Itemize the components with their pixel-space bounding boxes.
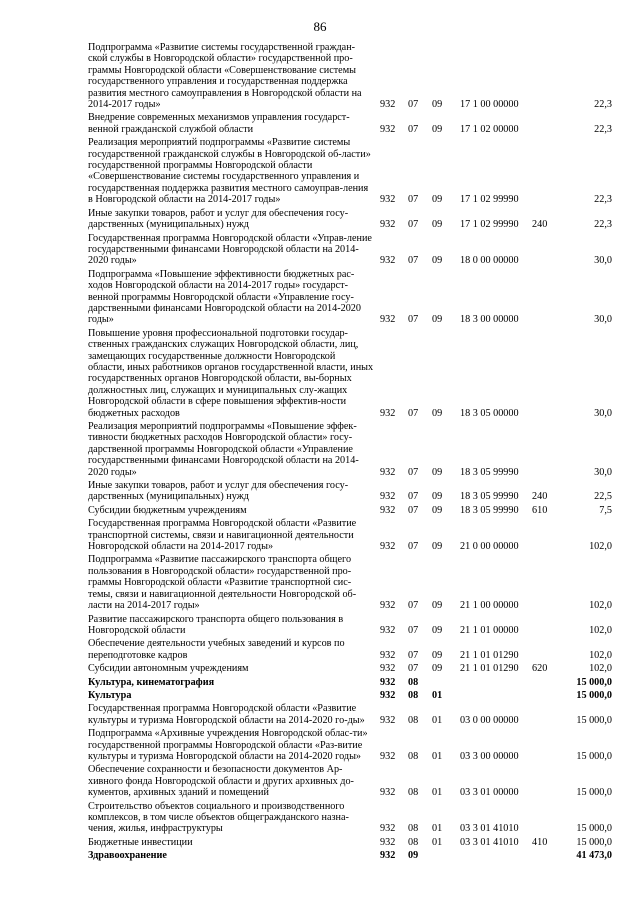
ministry-code-cell: 932 <box>380 787 396 799</box>
subsection-code-cell: 09 <box>432 663 443 675</box>
amount-cell: 15 000,0 <box>576 714 612 726</box>
section-code-cell: 08 <box>408 689 419 701</box>
expense-name-cell: Развитие пассажирского транспорта общего пользования в Новгородской области <box>88 613 344 636</box>
section-code-cell: 07 <box>408 123 419 135</box>
subsection-code-cell: 01 <box>432 750 443 762</box>
expense-name-cell: Здравоохранение <box>88 850 167 862</box>
section-code-cell: 08 <box>408 787 419 799</box>
expense-name-cell: Государственная программа Новгородской области «Управ-ление государственными финансами Новгородской области на 2014-2020 годы» <box>88 232 372 267</box>
ministry-code-cell: 932 <box>380 836 396 848</box>
subsection-code-cell: 09 <box>432 314 443 326</box>
section-code-cell: 07 <box>408 541 419 553</box>
expense-type-cell <box>532 554 558 613</box>
table-row <box>88 663 612 676</box>
target-article-cell: 03 0 00 00000 <box>460 714 519 726</box>
expense-name-cell: Подпрограмма «Развитие пассажирского транспорта общего пользования в Новгородской области» государственной про-граммы Новгородской области «Развитие транспортной сис-темы, связи и навигационной деятельности Новгородской об-ласти на 2014-2017 годы» <box>88 554 357 612</box>
table-row <box>88 269 612 328</box>
subsection-code-cell: 01 <box>432 714 443 726</box>
subsection-code-cell: 09 <box>432 219 443 231</box>
expense-type-cell: 240 <box>532 219 548 231</box>
ministry-code-cell: 932 <box>380 750 396 762</box>
section-code-cell: 07 <box>408 600 419 612</box>
expense-type-cell <box>532 614 558 639</box>
amount-cell: 30,0 <box>594 466 612 478</box>
amount-cell: 102,0 <box>589 600 612 612</box>
ministry-code-cell: 932 <box>380 541 396 553</box>
section-code-cell: 07 <box>408 491 419 503</box>
subsection-code-cell: 01 <box>432 787 443 799</box>
ministry-code-cell: 932 <box>380 219 396 231</box>
section-code-cell: 08 <box>408 823 419 835</box>
expense-type-cell <box>532 518 558 554</box>
expense-type-cell <box>532 677 558 690</box>
subsection-code-cell: 09 <box>432 407 443 419</box>
expense-name-cell: Субсидии автономным учреждениям <box>88 663 249 675</box>
table-row <box>88 518 612 554</box>
ministry-code-cell: 932 <box>380 194 396 206</box>
ministry-code-cell: 932 <box>380 504 396 516</box>
table-row <box>88 837 612 850</box>
subsection-code-cell: 09 <box>432 99 443 111</box>
expense-name-cell: Культура, кинематография <box>88 676 215 688</box>
target-article-cell: 18 3 05 99990 <box>460 504 519 516</box>
amount-cell: 30,0 <box>594 314 612 326</box>
table-row <box>88 421 612 480</box>
amount-cell: 102,0 <box>589 541 612 553</box>
table-row <box>88 233 612 269</box>
expense-type-cell <box>532 801 558 837</box>
amount-cell: 102,0 <box>589 624 612 636</box>
subsection-code-cell: 09 <box>432 624 443 636</box>
amount-cell: 7,5 <box>599 504 612 516</box>
target-article-cell: 18 0 00 00000 <box>460 255 519 267</box>
expense-type-cell <box>532 638 558 663</box>
expense-name-cell: Реализация мероприятий подпрограммы «Повышение эффек-тивности бюджетных расходов Новгородской области» госу-дарственной программы Новгородской области «Управление государственными финансами Новгородской области на 2014-2020 годы» <box>88 421 359 478</box>
expense-name-cell: Повышение уровня профессиональной подготовки государ-ственных гражданских служащих Новгородской области, лиц, замещающих государственные должности Новгородской области, иных работников органов государственной власти, иных государственных органов Новгородской области, вы-борных должностных лиц, служащих и муниципальных слу-жащих Новгородской области в сфере повышения эффектив-ности бюджетных расходов <box>88 327 374 419</box>
table-row <box>88 208 612 233</box>
budget-table-body <box>88 42 612 864</box>
amount-cell: 22,3 <box>594 123 612 135</box>
table-row <box>88 850 612 863</box>
expense-type-cell <box>532 421 558 480</box>
ministry-code-cell: 932 <box>380 850 396 862</box>
expense-type-cell <box>532 233 558 269</box>
subsection-code-cell: 01 <box>432 823 443 835</box>
table-row <box>88 480 612 505</box>
subsection-code-cell: 09 <box>432 600 443 612</box>
table-row <box>88 328 612 421</box>
section-code-cell: 07 <box>408 255 419 267</box>
ministry-code-cell: 932 <box>380 649 396 661</box>
table-row <box>88 801 612 837</box>
expense-name-cell: Иные закупки товаров, работ и услуг для обеспечения госу-дарственных (муниципальных) нужд <box>88 207 349 231</box>
section-code-cell: 07 <box>408 314 419 326</box>
section-code-cell: 07 <box>408 649 419 661</box>
amount-cell: 22,3 <box>594 99 612 111</box>
amount-cell: 30,0 <box>594 255 612 267</box>
amount-cell: 22,5 <box>594 491 612 503</box>
ministry-code-cell: 932 <box>380 624 396 636</box>
amount-cell: 15 000,0 <box>576 836 612 848</box>
target-article-cell: 18 3 05 00000 <box>460 407 519 419</box>
table-row <box>88 764 612 800</box>
subsection-code-cell: 01 <box>432 689 443 701</box>
section-code-cell: 08 <box>408 714 419 726</box>
expense-name-cell: Государственная программа Новгородской области «Развитие культуры и туризма Новгородской области на 2014-2020 го-ды» <box>88 703 365 726</box>
target-article-cell: 18 3 05 99990 <box>460 466 519 478</box>
section-code-cell: 08 <box>408 676 419 688</box>
expense-type-cell: 240 <box>532 491 548 503</box>
target-article-cell <box>460 677 532 690</box>
target-article-cell: 17 1 02 99990 <box>460 219 519 231</box>
section-code-cell: 07 <box>408 219 419 231</box>
expense-type-cell <box>532 850 558 863</box>
target-article-cell: 21 1 01 00000 <box>460 624 519 636</box>
section-code-cell: 07 <box>408 466 419 478</box>
expense-name-cell: Культура <box>88 689 132 701</box>
amount-cell: 41 473,0 <box>576 850 612 862</box>
section-code-cell: 07 <box>408 663 419 675</box>
table-row <box>88 137 612 207</box>
expense-type-cell <box>532 42 558 112</box>
target-article-cell: 03 3 01 00000 <box>460 787 519 799</box>
section-code-cell: 07 <box>408 194 419 206</box>
amount-cell: 102,0 <box>589 663 612 675</box>
expense-name-cell: Подпрограмма «Архивные учреждения Новгородской облас-ти» государственной программы Новгородской области «Раз-витие культуры и туризма Новгородской области на 2014-2020 годы» <box>88 728 368 762</box>
subsection-code-cell: 01 <box>432 836 443 848</box>
ministry-code-cell: 932 <box>380 689 396 701</box>
subsection-code-cell: 09 <box>432 504 443 516</box>
ministry-code-cell: 932 <box>380 676 396 688</box>
ministry-code-cell: 932 <box>380 663 396 675</box>
target-article-cell: 03 3 01 41010 <box>460 823 519 835</box>
ministry-code-cell: 932 <box>380 314 396 326</box>
expense-type-cell <box>532 703 558 728</box>
target-article-cell: 21 1 01 01290 <box>460 663 519 675</box>
target-article-cell: 17 1 00 00000 <box>460 99 519 111</box>
target-article-cell: 03 3 00 00000 <box>460 750 519 762</box>
subsection-code-cell: 09 <box>432 649 443 661</box>
target-article-cell: 21 1 01 01290 <box>460 649 519 661</box>
expense-type-cell <box>532 328 558 421</box>
subsection-code-cell: 09 <box>432 194 443 206</box>
expense-name-cell: Строительство объектов социального и производственного комплексов, в том числе объектов общегражданского назна-чения, жилья, инфраструктуры <box>88 800 349 835</box>
expense-type-cell <box>532 112 558 137</box>
expense-name-cell: Бюджетные инвестиции <box>88 836 193 848</box>
ministry-code-cell: 932 <box>380 255 396 267</box>
table-row <box>88 614 612 639</box>
subsection-code-cell: 09 <box>432 255 443 267</box>
subsection-code-cell: 09 <box>432 466 443 478</box>
subsection-code-cell <box>432 677 460 690</box>
subsection-code-cell: 09 <box>432 491 443 503</box>
budget-table <box>88 42 612 864</box>
expense-type-cell: 620 <box>532 663 548 675</box>
amount-cell: 15 000,0 <box>576 787 612 799</box>
section-code-cell: 07 <box>408 624 419 636</box>
subsection-code-cell <box>432 850 460 863</box>
amount-cell: 102,0 <box>589 649 612 661</box>
section-code-cell: 07 <box>408 504 419 516</box>
section-code-cell: 08 <box>408 750 419 762</box>
subsection-code-cell: 09 <box>432 541 443 553</box>
target-article-cell: 17 1 02 00000 <box>460 123 519 135</box>
target-article-cell: 21 1 00 00000 <box>460 600 519 612</box>
amount-cell: 15 000,0 <box>576 823 612 835</box>
ministry-code-cell: 932 <box>380 714 396 726</box>
expense-name-cell: Субсидии бюджетным учреждениям <box>88 504 247 516</box>
expense-type-cell: 410 <box>532 836 548 848</box>
expense-type-cell: 610 <box>532 504 548 516</box>
amount-cell: 30,0 <box>594 407 612 419</box>
expense-name-cell: Иные закупки товаров, работ и услуг для обеспечения госу-дарственных (муниципальных) нужд <box>88 480 349 503</box>
table-row <box>88 112 612 137</box>
ministry-code-cell: 932 <box>380 407 396 419</box>
table-row <box>88 703 612 728</box>
amount-cell: 22,3 <box>594 194 612 206</box>
expense-name-cell: Обеспечение деятельности учебных заведений и курсов по переподготовке кадров <box>88 638 345 661</box>
amount-cell: 15 000,0 <box>576 676 612 688</box>
expense-type-cell <box>532 764 558 800</box>
expense-name-cell: Внедрение современных механизмов управления государст-венной гражданской службой области <box>88 112 350 135</box>
table-row <box>88 638 612 663</box>
ministry-code-cell: 932 <box>380 466 396 478</box>
table-row <box>88 554 612 613</box>
expense-type-cell <box>532 728 558 764</box>
expense-type-cell <box>532 690 558 703</box>
expense-name-cell: Подпрограмма «Повышение эффективности бюджетных рас-ходов Новгородской области на 2014-2017 годы» государст-венной программы Новгородской области «Управление госу-дарственными финансами Новгородской области на 2014-2020 годы» <box>88 268 361 326</box>
ministry-code-cell: 932 <box>380 99 396 111</box>
target-article-cell: 21 0 00 00000 <box>460 541 519 553</box>
ministry-code-cell: 932 <box>380 123 396 135</box>
expense-name-cell: Государственная программа Новгородской области «Развитие транспортной системы, связи и навигационной деятельности Новгородской области на 2014-2017 годы» <box>88 518 357 553</box>
target-article-cell: 17 1 02 99990 <box>460 194 519 206</box>
target-article-cell: 18 3 05 99990 <box>460 491 519 503</box>
expense-name-cell: Подпрограмма «Развитие системы государственной граждан-ской службы в Новгородской области» государственной про-граммы Новгородской области «Совершенствование системы государственного управления и государственная поддержка развития местного самоуправления в Новгородской области на 2014-2017 годы» <box>88 42 362 111</box>
target-article-cell: 03 3 01 41010 <box>460 836 519 848</box>
subsection-code-cell: 09 <box>432 123 443 135</box>
section-code-cell: 08 <box>408 836 419 848</box>
target-article-cell: 18 3 00 00000 <box>460 314 519 326</box>
section-code-cell: 07 <box>408 407 419 419</box>
table-row <box>88 505 612 518</box>
amount-cell: 22,3 <box>594 219 612 231</box>
amount-cell: 15 000,0 <box>576 750 612 762</box>
table-row <box>88 690 612 703</box>
table-row <box>88 677 612 690</box>
section-code-cell: 07 <box>408 99 419 111</box>
table-row <box>88 728 612 764</box>
expense-type-cell <box>532 137 558 207</box>
expense-name-cell: Реализация мероприятий подпрограммы «Развитие системы государственной гражданской службы в Новгородской об-ласти» государственной программы Новгородской области «Совершенствование системы государственного управления и государственная поддержка развития местного самоуправ-ления в Новгородской области на 2014-2017 годы» <box>88 137 371 206</box>
section-code-cell: 09 <box>408 850 419 862</box>
expense-name-cell: Обеспечение сохранности и безопасности документов Ар-хивного фонда Новгородской области и других архивных до-кументов, архивных зданий и помещений <box>88 764 354 799</box>
page-number: 86 <box>313 19 327 34</box>
amount-cell: 15 000,0 <box>576 689 612 701</box>
target-article-cell <box>460 850 532 863</box>
ministry-code-cell: 932 <box>380 823 396 835</box>
ministry-code-cell: 932 <box>380 491 396 503</box>
target-article-cell <box>460 690 532 703</box>
expense-type-cell <box>532 269 558 328</box>
ministry-code-cell: 932 <box>380 600 396 612</box>
table-row <box>88 42 612 112</box>
